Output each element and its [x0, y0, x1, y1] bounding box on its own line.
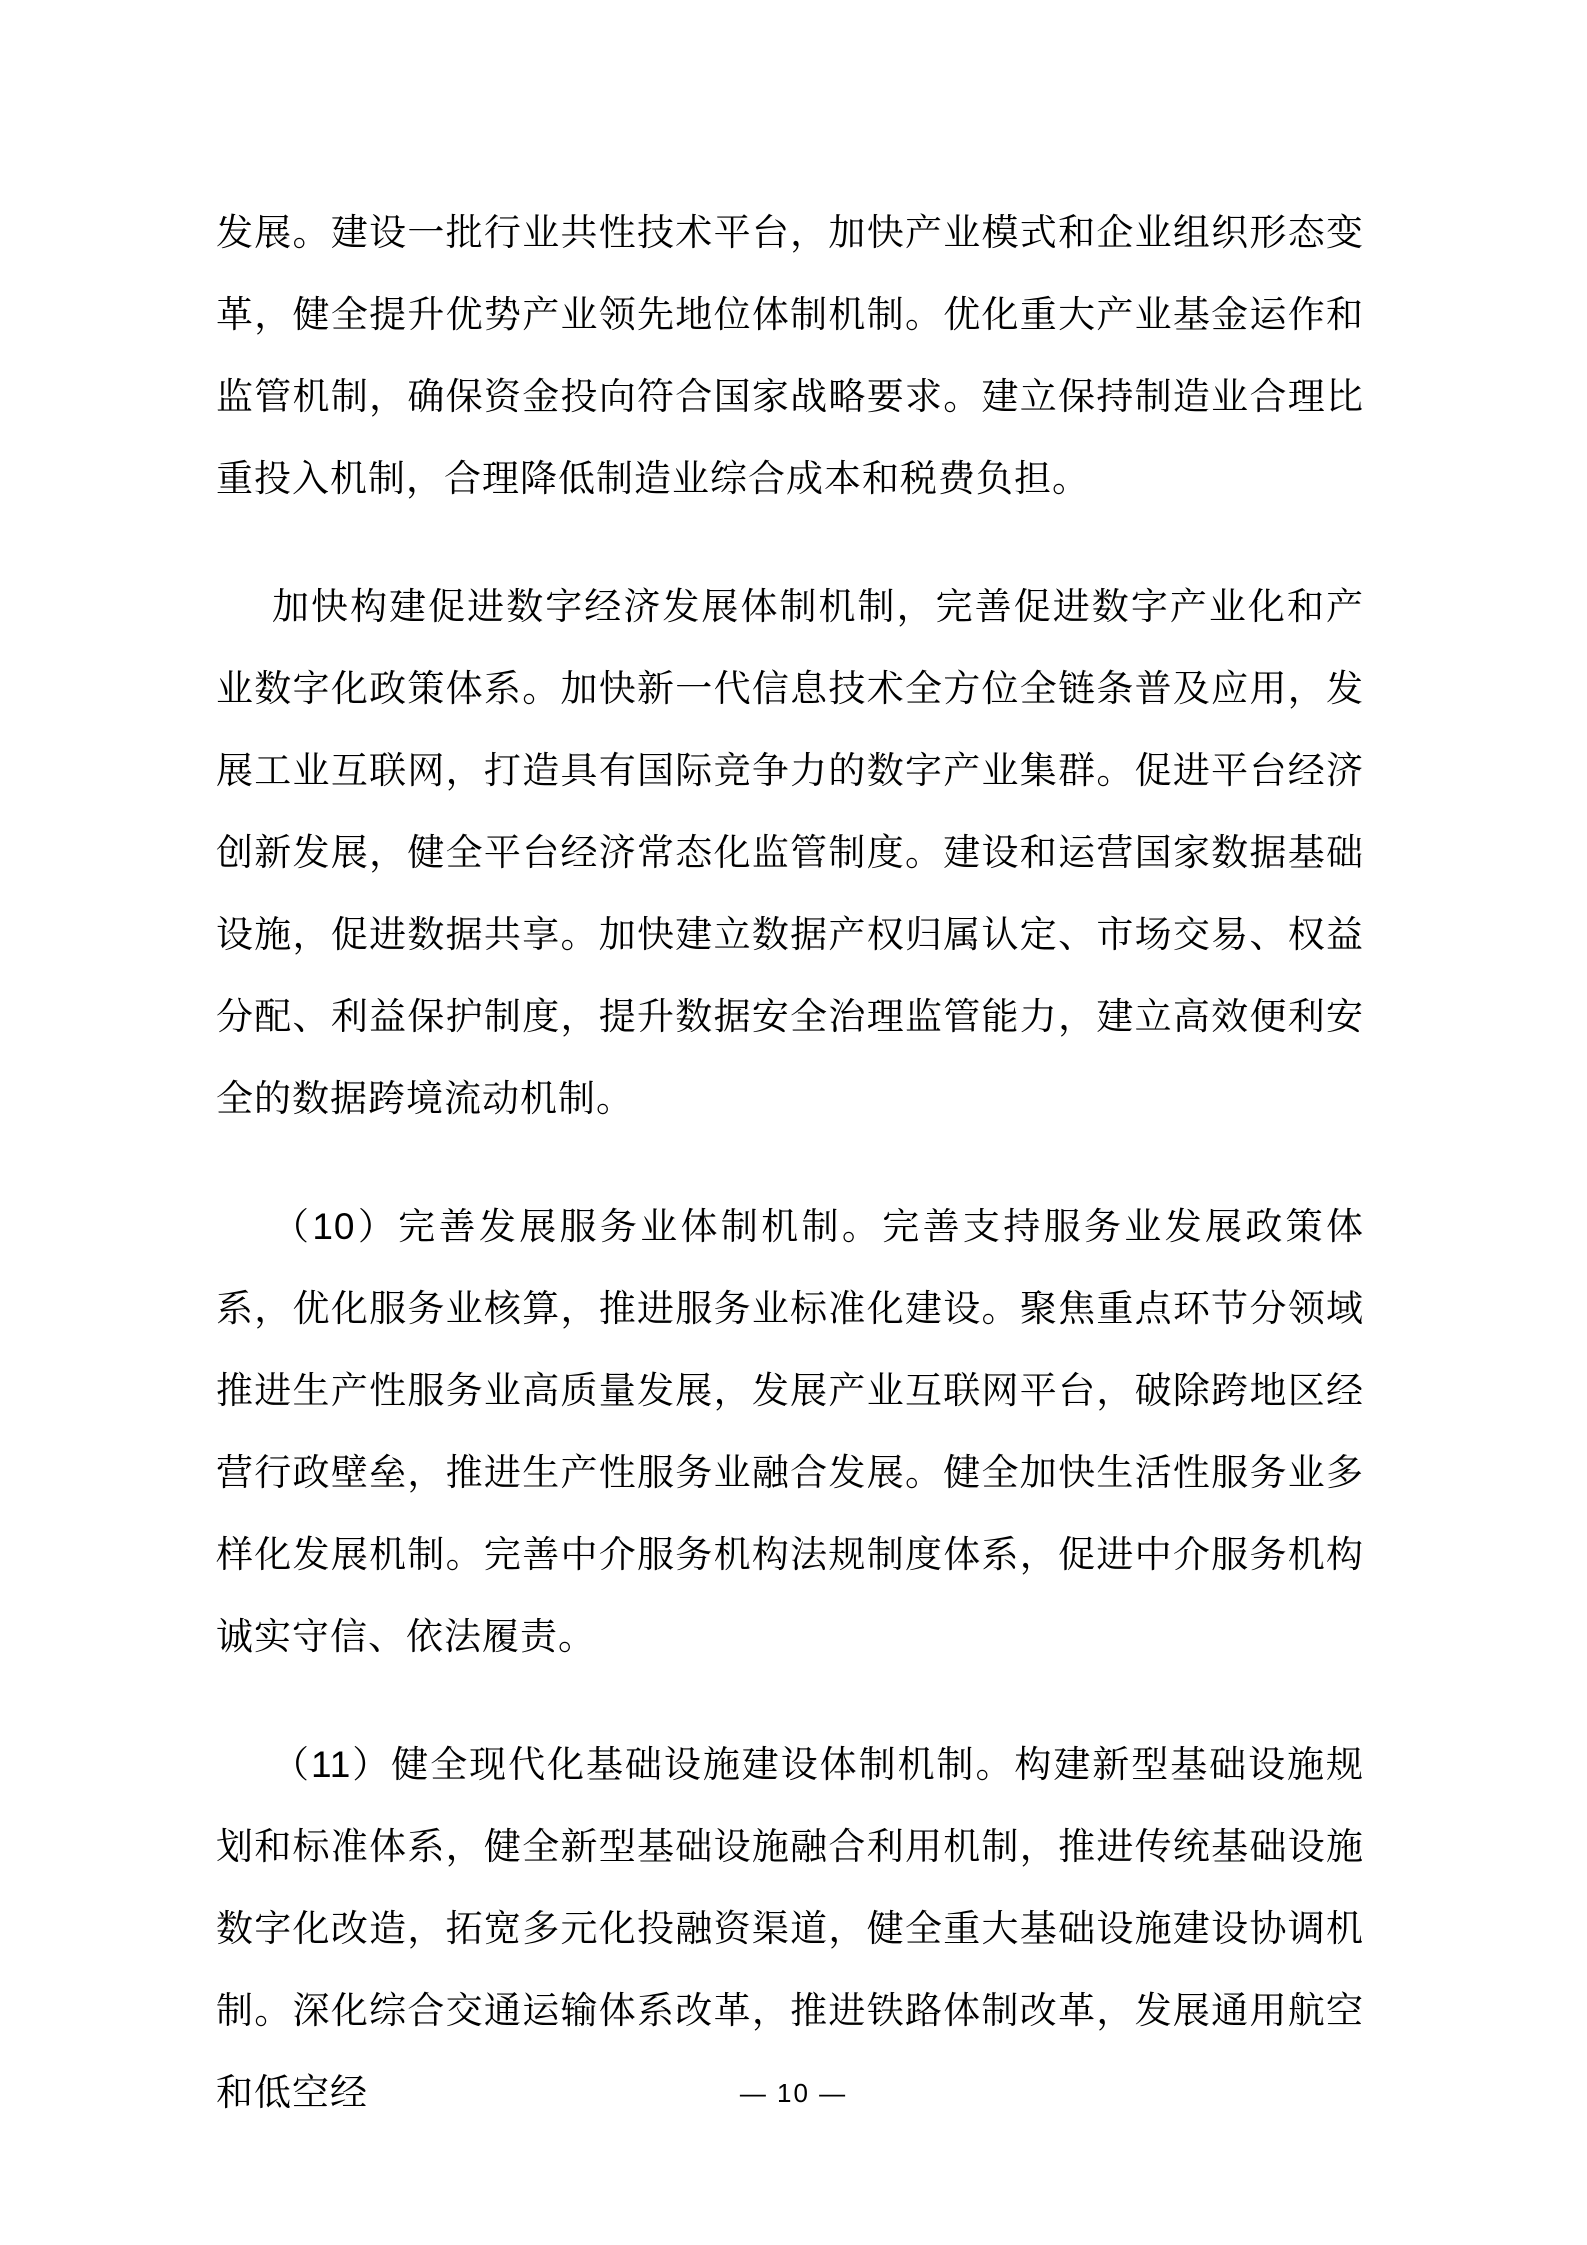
paragraph-digital-economy: 加快构建促进数字经济发展体制机制，完善促进数字产业化和产业数字化政策体系。加快新一代信息技术全方位全链条普及应用，发展工业互联网，打造具有国际竞争力的数字产业集群。促进平台经济创新发展，健全平台经济常态化监管制度。建设和运营国家数据基础设施，促进数据共享。加快建立数据产权归属认定、市场交易、权益分配、利益保护制度，提升数据安全治理监管能力，建立高效便利安全的数据跨境流动机制。 — [216, 586, 1364, 1119]
page-number: — 10 — — [739, 2078, 848, 2108]
paragraph-item-11: （11）健全现代化基础设施建设体制机制。构建新型基础设施规划和标准体系，健全新型基础设施融合利用机制，推进传统基础设施数字化改造，拓宽多元化投融资渠道，健全重大基础设施建设协调机制。深化综合交通运输体系改革，推进铁路体制改革，发展通用航空和低空经 — [216, 1744, 1364, 2113]
paragraph-continuation: 发展。建设一批行业共性技术平台，加快产业模式和企业组织形态变革，健全提升优势产业领先地位体制机制。优化重大产业基金运作和监管机制，确保资金投向符合国家战略要求。建立保持制造业合理比重投入机制，合理降低制造业综合成本和税费负担。 — [216, 212, 1364, 499]
paragraph-item-10: （10）完善发展服务业体制机制。完善支持服务业发展政策体系，优化服务业核算，推进服务业标准化建设。聚焦重点环节分领域推进生产性服务业高质量发展，发展产业互联网平台，破除跨地区经营行政壁垒，推进生产性服务业融合发展。健全加快生活性服务业多样化发展机制。完善中介服务机构法规制度体系，促进中介服务机构诚实守信、依法履责。 — [216, 1206, 1364, 1657]
page-text-block — [216, 192, 1364, 2134]
